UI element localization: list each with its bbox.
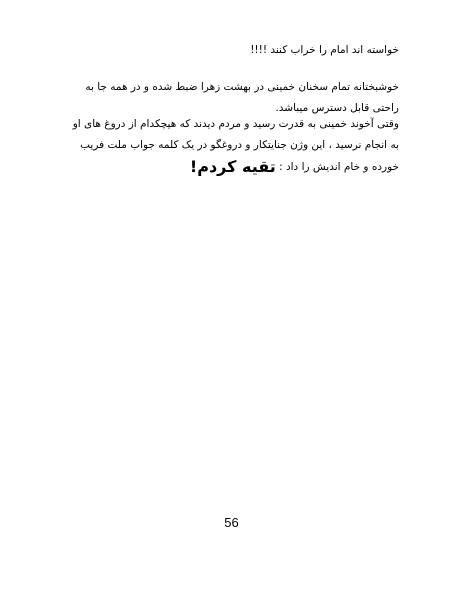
paragraph-2-text: خوشبختانه تمام سخنان خمینی در بهشت زهرا ضبط شده و در همه جا به راحتی قابل دسترس میباشد.: [85, 81, 399, 114]
paragraph-2: [66, 77, 399, 119]
paragraph-3-text: وقتی آخوند خمینی به قدرت رسید و مردم دیدند که هیچکدام از دروغ های او به انجام نرسید ، این وژن جنایتکار و دروغگو در یک کلمه جواب ملت فریب خورده و خام اندیش را داد :: [72, 118, 399, 173]
paragraph-3: [66, 114, 399, 178]
emphasized-phrase: تقیه کردم!: [189, 157, 276, 176]
paragraph-1: [66, 40, 399, 61]
page-number: 56: [224, 515, 239, 530]
paragraph-1-text: خواسته اند امام را خراب کنند !!!!: [250, 44, 399, 56]
